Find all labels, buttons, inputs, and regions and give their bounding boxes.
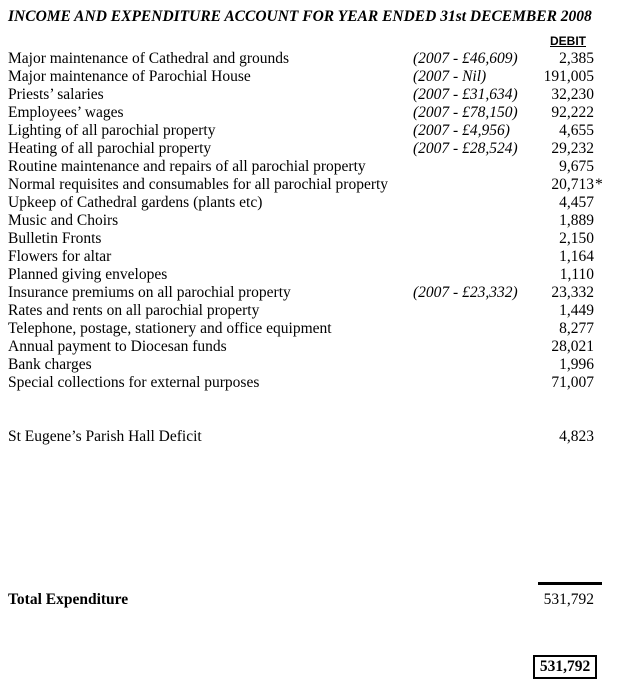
expenditure-amount: 9,675 [559,158,594,175]
expenditure-row [8,284,608,302]
expenditure-amount: 28,021 [551,338,594,355]
expenditure-amount: 8,277 [559,320,594,337]
expenditure-amount: 32,230 [551,86,594,103]
hall-deficit-amount: 4,823 [559,428,594,445]
expenditure-amount: 1,889 [559,212,594,229]
expenditure-amount: 1,996 [559,356,594,373]
expenditure-row [8,338,608,356]
expenditure-amount: 23,332 [551,284,594,301]
expenditure-label: Major maintenance of Parochial House [8,68,251,85]
total-expenditure-row [8,591,608,609]
expenditure-label: Priests’ salaries [8,86,104,103]
expenditure-amount: 1,164 [559,248,594,265]
expenditure-row [8,266,608,284]
expenditure-label: Upkeep of Cathedral gardens (plants etc) [8,194,263,211]
total-rule [538,582,602,585]
total-expenditure-amount: 531,792 [543,591,594,608]
prior-year-amount: (2007 - £31,634) [413,86,518,103]
expenditure-amount: 1,110 [559,266,594,283]
expenditure-label: Rates and rents on all parochial property [8,302,260,319]
expenditure-label: Music and Choirs [8,212,119,229]
prior-year-amount: (2007 - £4,956) [413,122,510,139]
expenditure-label: Special collections for external purposes [8,374,260,391]
expenditure-amount: 2,385 [559,50,594,67]
expenditure-row [8,230,608,248]
total-expenditure-label: Total Expenditure [8,591,129,608]
expenditure-label: Annual payment to Diocesan funds [8,338,227,355]
expenditure-row [8,194,608,212]
grand-total-box: 531,792 [533,655,597,679]
footnote-marker: * [595,176,603,193]
debit-column-header: DEBIT [550,34,586,48]
expenditure-label: Major maintenance of Cathedral and grounds [8,50,290,67]
expenditure-label: Heating of all parochial property [8,140,212,157]
expenditure-row [8,302,608,320]
expenditure-row [8,86,608,104]
expenditure-row [8,68,608,86]
statement-title: INCOME AND EXPENDITURE ACCOUNT FOR YEAR ENDED 31st DECEMBER 2008 [8,8,592,25]
expenditure-amount: 20,713 [551,176,594,193]
expenditure-label: Employees’ wages [8,104,124,121]
expenditure-label: Planned giving envelopes [8,266,168,283]
hall-deficit-label: St Eugene’s Parish Hall Deficit [8,428,202,445]
expenditure-amount: 191,005 [543,68,594,85]
expenditure-row [8,158,608,176]
expenditure-amount: 71,007 [551,374,594,391]
expenditure-label: Bulletin Fronts [8,230,102,247]
prior-year-amount: (2007 - £46,609) [413,50,518,67]
prior-year-amount: (2007 - £28,524) [413,140,518,157]
expenditure-row [8,176,608,194]
expenditure-row [8,140,608,158]
expenditure-label: Insurance premiums on all parochial property [8,284,291,301]
expenditure-label: Bank charges [8,356,92,373]
expenditure-row [8,122,608,140]
expenditure-label: Flowers for altar [8,248,112,265]
prior-year-amount: (2007 - Nil) [413,68,487,85]
prior-year-amount: (2007 - £78,150) [413,104,518,121]
expenditure-amount: 1,449 [559,302,594,319]
expenditure-row [8,104,608,122]
prior-year-amount: (2007 - £23,332) [413,284,518,301]
expenditure-label: Lighting of all parochial property [8,122,216,139]
expenditure-row [8,356,608,374]
expenditure-row [8,320,608,338]
expenditure-label: Telephone, postage, stationery and office equipment [8,320,332,337]
expenditure-row [8,248,608,266]
expenditure-row [8,374,608,392]
expenditure-label: Normal requisites and consumables for all parochial property [8,176,389,193]
expenditure-amount: 92,222 [551,104,594,121]
expenditure-amount: 4,655 [559,122,594,139]
hall-deficit-row [8,428,608,446]
expenditure-amount: 4,457 [559,194,594,211]
expenditure-label: Routine maintenance and repairs of all parochial property [8,158,366,175]
expenditure-amount: 29,232 [551,140,594,157]
expenditure-row [8,50,608,68]
expenditure-row [8,212,608,230]
expenditure-amount: 2,150 [559,230,594,247]
